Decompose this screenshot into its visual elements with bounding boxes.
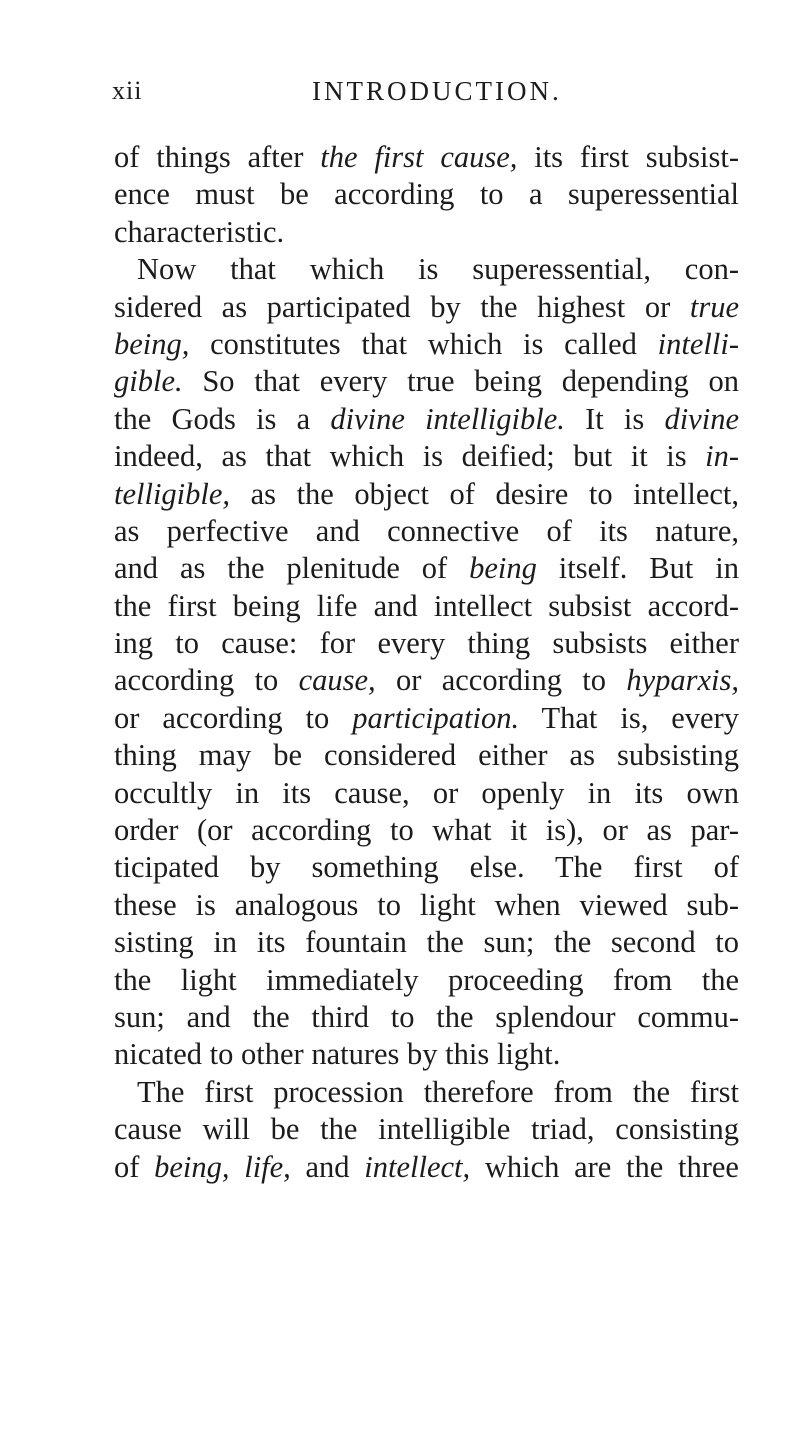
text-line	[114, 476, 739, 513]
text-segment: sun; and the third to the splendour commu-	[114, 999, 739, 1034]
text-line	[114, 962, 739, 999]
italic-text: being, life,	[154, 1149, 291, 1184]
text-segment: nicated to other natures by this light.	[114, 1037, 561, 1072]
text-line	[114, 662, 739, 699]
italic-text: telligible,	[114, 476, 231, 511]
text-segment: as the object of desire to intellect,	[230, 476, 739, 511]
text-segment: as perfective and connective of its nature,	[114, 513, 739, 548]
text-line	[114, 625, 739, 662]
italic-text: being	[469, 551, 537, 586]
text-segment: ticipated by something else. The first of	[114, 850, 739, 885]
text-line	[114, 999, 739, 1036]
text-line	[114, 1111, 739, 1148]
text-segment: occultly in its cause, or openly in its own	[114, 775, 739, 810]
text-segment: The first procession therefore from the first	[137, 1074, 739, 1109]
text-line	[114, 214, 739, 251]
text-line	[114, 849, 739, 886]
text-segment: its first subsist-	[517, 140, 739, 174]
text-segment: sisting in its fountain the sun; the second to	[114, 925, 739, 960]
italic-text: intelli-	[657, 326, 739, 361]
italic-text: participation.	[352, 700, 520, 735]
text-segment: indeed, as that which is deified; but it is	[114, 439, 706, 474]
text-segment: according to	[114, 663, 299, 698]
text-line	[114, 887, 739, 924]
text-segment: characteristic.	[114, 214, 285, 249]
text-segment: the light immediately proceeding from the	[114, 962, 739, 997]
text-segment: Now that which is superessential, con-	[137, 252, 739, 287]
text-segment: and as the plenitude of	[114, 551, 470, 586]
text-segment: sidered as participated by the highest or	[114, 289, 690, 324]
text-segment: itself. But in	[536, 551, 739, 586]
text-segment: or according to	[375, 663, 627, 698]
italic-text: the first cause,	[320, 140, 518, 174]
italic-text: divine intelligible.	[330, 401, 565, 436]
text-line	[114, 1036, 739, 1073]
text-line	[114, 438, 739, 475]
italic-text: true	[689, 289, 739, 324]
text-segment: thing may be considered either as subsisting	[114, 738, 739, 773]
text-line	[114, 924, 739, 961]
text-line	[114, 289, 739, 326]
text-line	[114, 139, 739, 176]
page-number: xii	[112, 76, 143, 105]
text-segment: ence must be according to a superessential	[114, 177, 739, 212]
text-line	[114, 176, 739, 213]
text-segment: or according to	[114, 700, 353, 735]
body-text	[114, 139, 739, 1186]
text-line	[114, 1149, 739, 1186]
italic-text: being,	[114, 326, 190, 361]
italic-text: divine	[664, 401, 739, 436]
text-line	[114, 700, 739, 737]
text-segment: the Gods is a	[114, 401, 331, 436]
text-segment: of	[114, 1149, 155, 1184]
text-line	[114, 251, 739, 288]
text-segment: So that every true being depending on	[182, 364, 739, 399]
text-line	[114, 326, 739, 363]
italic-text: in-	[705, 439, 739, 474]
italic-text: hyparxis,	[626, 663, 740, 698]
text-line	[114, 513, 739, 550]
italic-text: cause,	[298, 663, 376, 698]
italic-text: intellect,	[364, 1149, 471, 1184]
running-head: INTRODUCTION.	[312, 76, 562, 106]
text-line	[114, 737, 739, 774]
text-segment: which are the three	[470, 1149, 739, 1184]
text-line	[114, 775, 739, 812]
italic-text: gible.	[114, 364, 183, 399]
text-line	[114, 401, 739, 438]
text-line	[114, 588, 739, 625]
text-line	[114, 812, 739, 849]
text-segment: ing to cause: for every thing subsists either	[114, 626, 739, 661]
text-line	[114, 363, 739, 400]
text-segment: and	[290, 1149, 365, 1184]
text-segment: constitutes that which is called	[189, 326, 658, 361]
text-segment: the first being life and intellect subsist accord-	[114, 588, 739, 623]
text-line	[114, 1074, 739, 1111]
text-segment: these is analogous to light when viewed sub-	[114, 887, 739, 922]
text-segment: order (or according to what it is), or as par-	[114, 813, 739, 848]
text-segment: It is	[564, 401, 665, 436]
text-segment: cause will be the intelligible triad, consisting	[114, 1112, 739, 1147]
page-header	[112, 76, 752, 116]
text-segment: of things after	[114, 140, 321, 174]
text-line	[114, 550, 739, 587]
text-segment: That is, every	[519, 700, 740, 735]
